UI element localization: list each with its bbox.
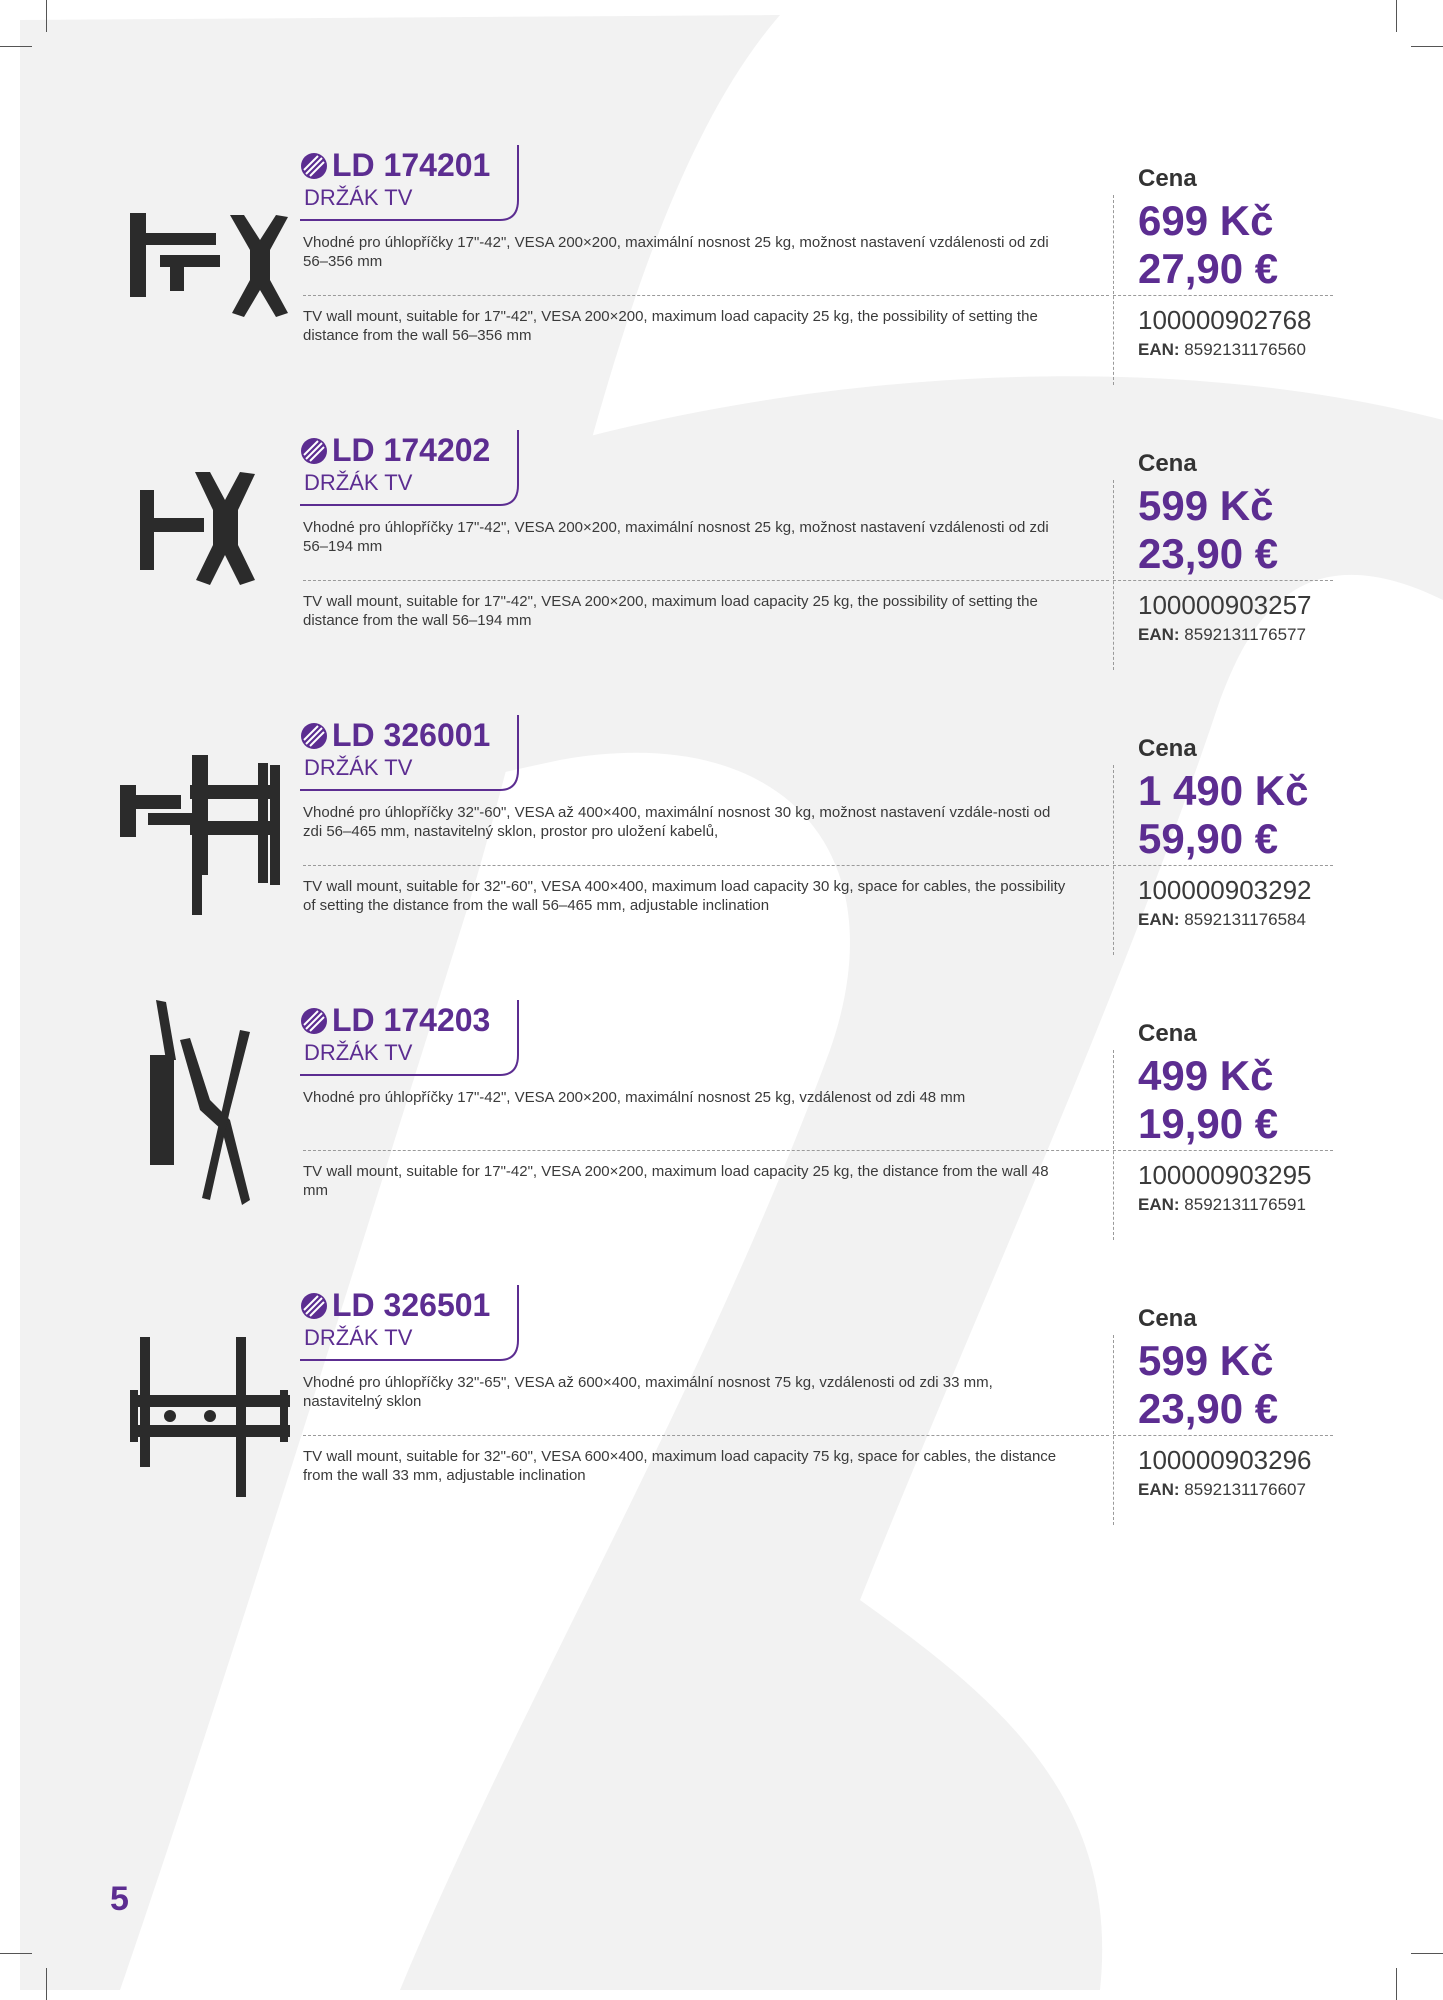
product-code: 100000903295 [1138, 1160, 1312, 1190]
tilt-mount-icon [110, 1000, 290, 1240]
articulating-mount-icon [110, 715, 290, 955]
price-label: Cena [1138, 165, 1197, 192]
description-en: TV wall mount, suitable for 32"-60", VESA 400×400, maximum load capacity 30 kg, space for cables, the possibility of setting the distance from the wall 56–465 mm, adjustable inclination [303, 878, 1066, 914]
ean: EAN: 8592131176577 [1138, 625, 1306, 644]
description-en: TV wall mount, suitable for 17"-42", VESA 200×200, maximum load capacity 25 kg, the possibility of setting the distance from the wall 56–194 mm [303, 593, 1038, 629]
product-code: 100000903292 [1138, 875, 1312, 905]
product-subtitle: DRŽÁK TV [304, 1325, 413, 1350]
ean: EAN: 8592131176584 [1138, 910, 1306, 929]
crop-mark [1396, 0, 1397, 32]
brand-logo-icon [300, 1292, 328, 1320]
product-code: 100000903296 [1138, 1445, 1312, 1475]
ean: EAN: 8592131176591 [1138, 1195, 1306, 1214]
description-cz: Vhodné pro úhlopříčky 17"-42", VESA 200×200, maximální nosnost 25 kg, možnost nastavení vzdálenosti od zdi 56–356 mm [303, 234, 1049, 270]
crop-mark [1396, 1968, 1397, 2000]
price-czk: 699 Kč [1138, 197, 1274, 244]
brand-logo-icon [300, 152, 328, 180]
product-model: LD 174202 [300, 432, 490, 469]
price-czk: 499 Kč [1138, 1052, 1274, 1099]
crop-mark [1411, 46, 1443, 47]
price-czk: 599 Kč [1138, 482, 1274, 529]
divider [303, 865, 1109, 866]
swing-arm-mount-icon [110, 145, 290, 385]
product-model: LD 174201 [300, 147, 490, 184]
price-eur: 23,90 € [1138, 530, 1279, 577]
product-model: LD 326001 [300, 717, 490, 754]
product-card [0, 1285, 1443, 1525]
product-code: 100000902768 [1138, 305, 1312, 335]
price-label: Cena [1138, 450, 1197, 477]
short-arm-mount-icon [110, 430, 290, 670]
price-eur: 19,90 € [1138, 1100, 1279, 1147]
divider [303, 1150, 1109, 1151]
product-card [0, 430, 1443, 670]
crop-mark [46, 0, 47, 32]
price-label: Cena [1138, 735, 1197, 762]
description-cz: Vhodné pro úhlopříčky 32"-65", VESA až 600×400, maximální nosnost 75 kg, vzdálenosti od zdi 33 mm, nastavitelný sklon [303, 1374, 993, 1410]
crop-mark [1411, 1953, 1443, 1954]
price-column [1113, 715, 1333, 955]
crop-mark [0, 46, 32, 47]
description-cz: Vhodné pro úhlopříčky 32"-60", VESA až 400×400, maximální nosnost 30 kg, možnost nastavení vzdále-nosti od zdi 56–465 mm, nastavitelný sklon, prostor pro uložení kabelů, [303, 804, 1051, 840]
product-model: LD 174203 [300, 1002, 490, 1039]
crop-mark [0, 1953, 32, 1954]
brand-logo-icon [300, 1007, 328, 1035]
product-subtitle: DRŽÁK TV [304, 185, 413, 210]
price-czk: 1 490 Kč [1138, 767, 1309, 814]
price-column [1113, 1000, 1333, 1240]
product-card [0, 145, 1443, 385]
description-en: TV wall mount, suitable for 32"-60", VESA 600×400, maximum load capacity 75 kg, space for cables, the distance from the wall 33 mm, adjustable inclination [303, 1448, 1057, 1484]
product-subtitle: DRŽÁK TV [304, 470, 413, 495]
crop-mark [46, 1968, 47, 2000]
ean: EAN: 8592131176607 [1138, 1480, 1306, 1499]
price-eur: 59,90 € [1138, 815, 1279, 862]
product-card [0, 1000, 1443, 1240]
product-card [0, 715, 1443, 955]
price-czk: 599 Kč [1138, 1337, 1274, 1384]
price-column [1113, 430, 1333, 670]
price-eur: 23,90 € [1138, 1385, 1279, 1432]
price-eur: 27,90 € [1138, 245, 1279, 292]
price-column [1113, 145, 1333, 385]
description-en: TV wall mount, suitable for 17"-42", VESA 200×200, maximum load capacity 25 kg, the distance from the wall 48 mm [303, 1163, 1049, 1199]
divider [303, 580, 1109, 581]
product-code: 100000903257 [1138, 590, 1312, 620]
brand-logo-icon [300, 722, 328, 750]
price-label: Cena [1138, 1020, 1197, 1047]
flat-tilt-mount-icon [110, 1285, 290, 1525]
description-cz: Vhodné pro úhlopříčky 17"-42", VESA 200×200, maximální nosnost 25 kg, možnost nastavení vzdálenosti od zdi 56–194 mm [303, 519, 1049, 555]
product-subtitle: DRŽÁK TV [304, 755, 413, 780]
brand-logo-icon [300, 437, 328, 465]
page-number: 5 [110, 1880, 129, 1918]
product-model: LD 326501 [300, 1287, 490, 1324]
price-column [1113, 1285, 1333, 1525]
product-subtitle: DRŽÁK TV [304, 1040, 413, 1065]
divider [303, 1435, 1109, 1436]
ean: EAN: 8592131176560 [1138, 340, 1306, 359]
divider [303, 295, 1109, 296]
description-en: TV wall mount, suitable for 17"-42", VESA 200×200, maximum load capacity 25 kg, the possibility of setting the distance from the wall 56–356 mm [303, 308, 1038, 344]
price-label: Cena [1138, 1305, 1197, 1332]
description-cz: Vhodné pro úhlopříčky 17"-42", VESA 200×200, maximální nosnost 25 kg, vzdálenost od zdi 48 mm [303, 1089, 966, 1106]
